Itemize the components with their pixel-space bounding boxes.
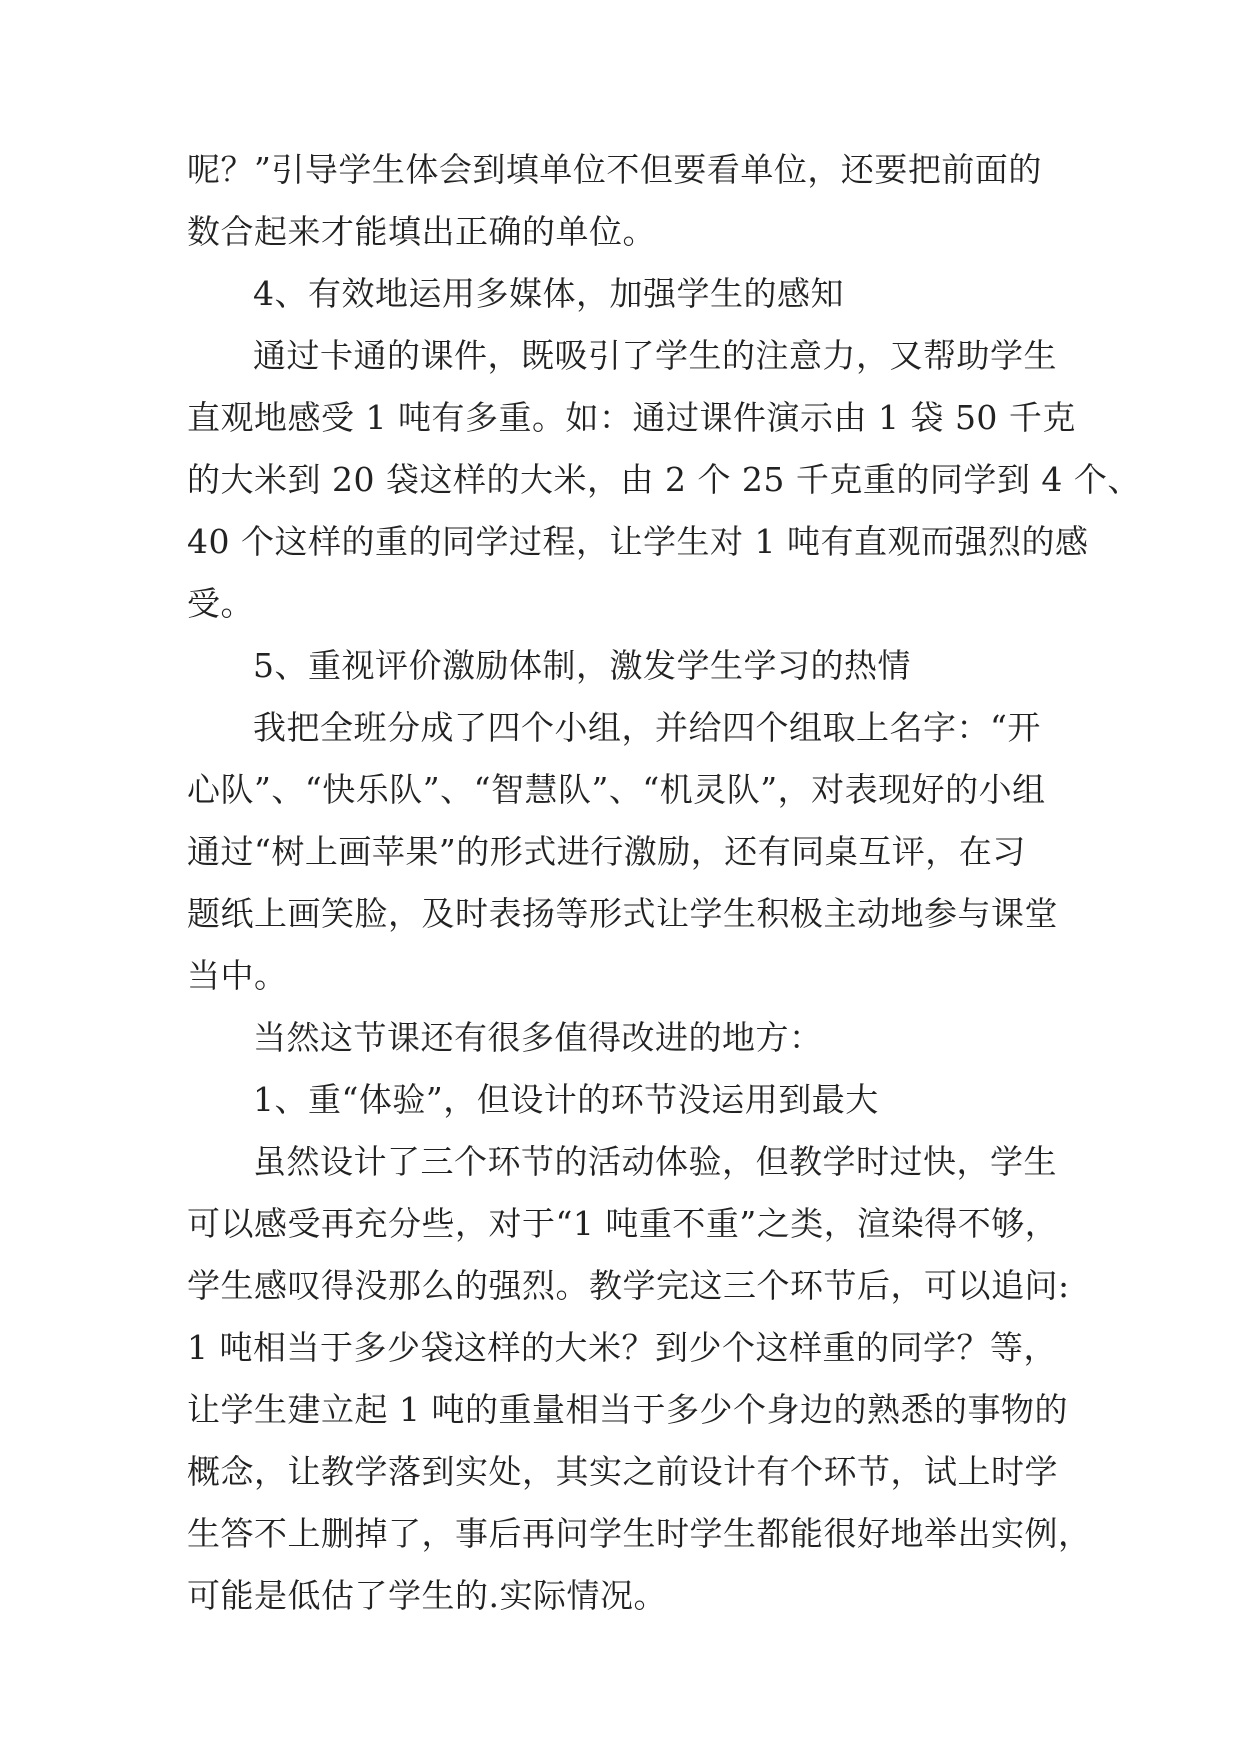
text-line: 让学生建立起 1 吨的重量相当于多少个身边的熟悉的事物的	[187, 1390, 1068, 1429]
text-line: 当然这节课还有很多值得改进的地方：	[253, 1018, 823, 1057]
text-line: 40 个这样的重的同学过程，让学生对 1 吨有直观而强烈的感	[187, 522, 1089, 561]
text-line: 概念，让教学落到实处，其实之前设计有个环节，试上时学	[187, 1452, 1058, 1491]
text-line: 通过卡通的课件，既吸引了学生的注意力，又帮助学生	[253, 336, 1057, 375]
section-heading: 4、有效地运用多媒体，加强学生的感知	[253, 274, 844, 313]
text-line: 可以感受再充分些，对于“1 吨重不重”之类，渲染得不够，	[187, 1204, 1059, 1243]
text-line: 呢？”引导学生体会到填单位不但要看单位，还要把前面的	[187, 150, 1042, 189]
text-line: 学生感叹得没那么的强烈。教学完这三个环节后，可以追问:	[187, 1266, 1070, 1305]
section-heading: 1、重“体验”，但设计的环节没运用到最大	[253, 1080, 879, 1119]
text-line: 通过“树上画苹果”的形式进行激励，还有同桌互评，在习	[187, 832, 1026, 871]
text-line: 可能是低估了学生的.实际情况。	[187, 1576, 667, 1615]
text-line: 虽然设计了三个环节的活动体验，但教学时过快，学生	[253, 1142, 1057, 1181]
text-line: 1 吨相当于多少袋这样的大米？到少个这样重的同学？等，	[187, 1328, 1057, 1367]
text-line: 直观地感受 1 吨有多重。如：通过课件演示由 1 袋 50 千克	[187, 398, 1076, 437]
section-heading: 5、重视评价激励体制，激发学生学习的热情	[253, 646, 911, 685]
text-line: 题纸上画笑脸，及时表扬等形式让学生积极主动地参与课堂	[187, 894, 1058, 933]
text-line: 心队”、“快乐队”、“智慧队”、“机灵队”，对表现好的小组	[187, 770, 1046, 809]
text-line: 生答不上删掉了，事后再问学生时学生都能很好地举出实例，	[187, 1514, 1092, 1553]
text-line: 当中。	[187, 956, 288, 995]
text-line: 的大米到 20 袋这样的大米，由 2 个 25 千克重的同学到 4 个、	[187, 460, 1141, 499]
text-line: 受。	[187, 584, 254, 623]
text-line: 我把全班分成了四个小组，并给四个组取上名字：“开	[253, 708, 1041, 747]
text-line: 数合起来才能填出正确的单位。	[187, 212, 656, 251]
